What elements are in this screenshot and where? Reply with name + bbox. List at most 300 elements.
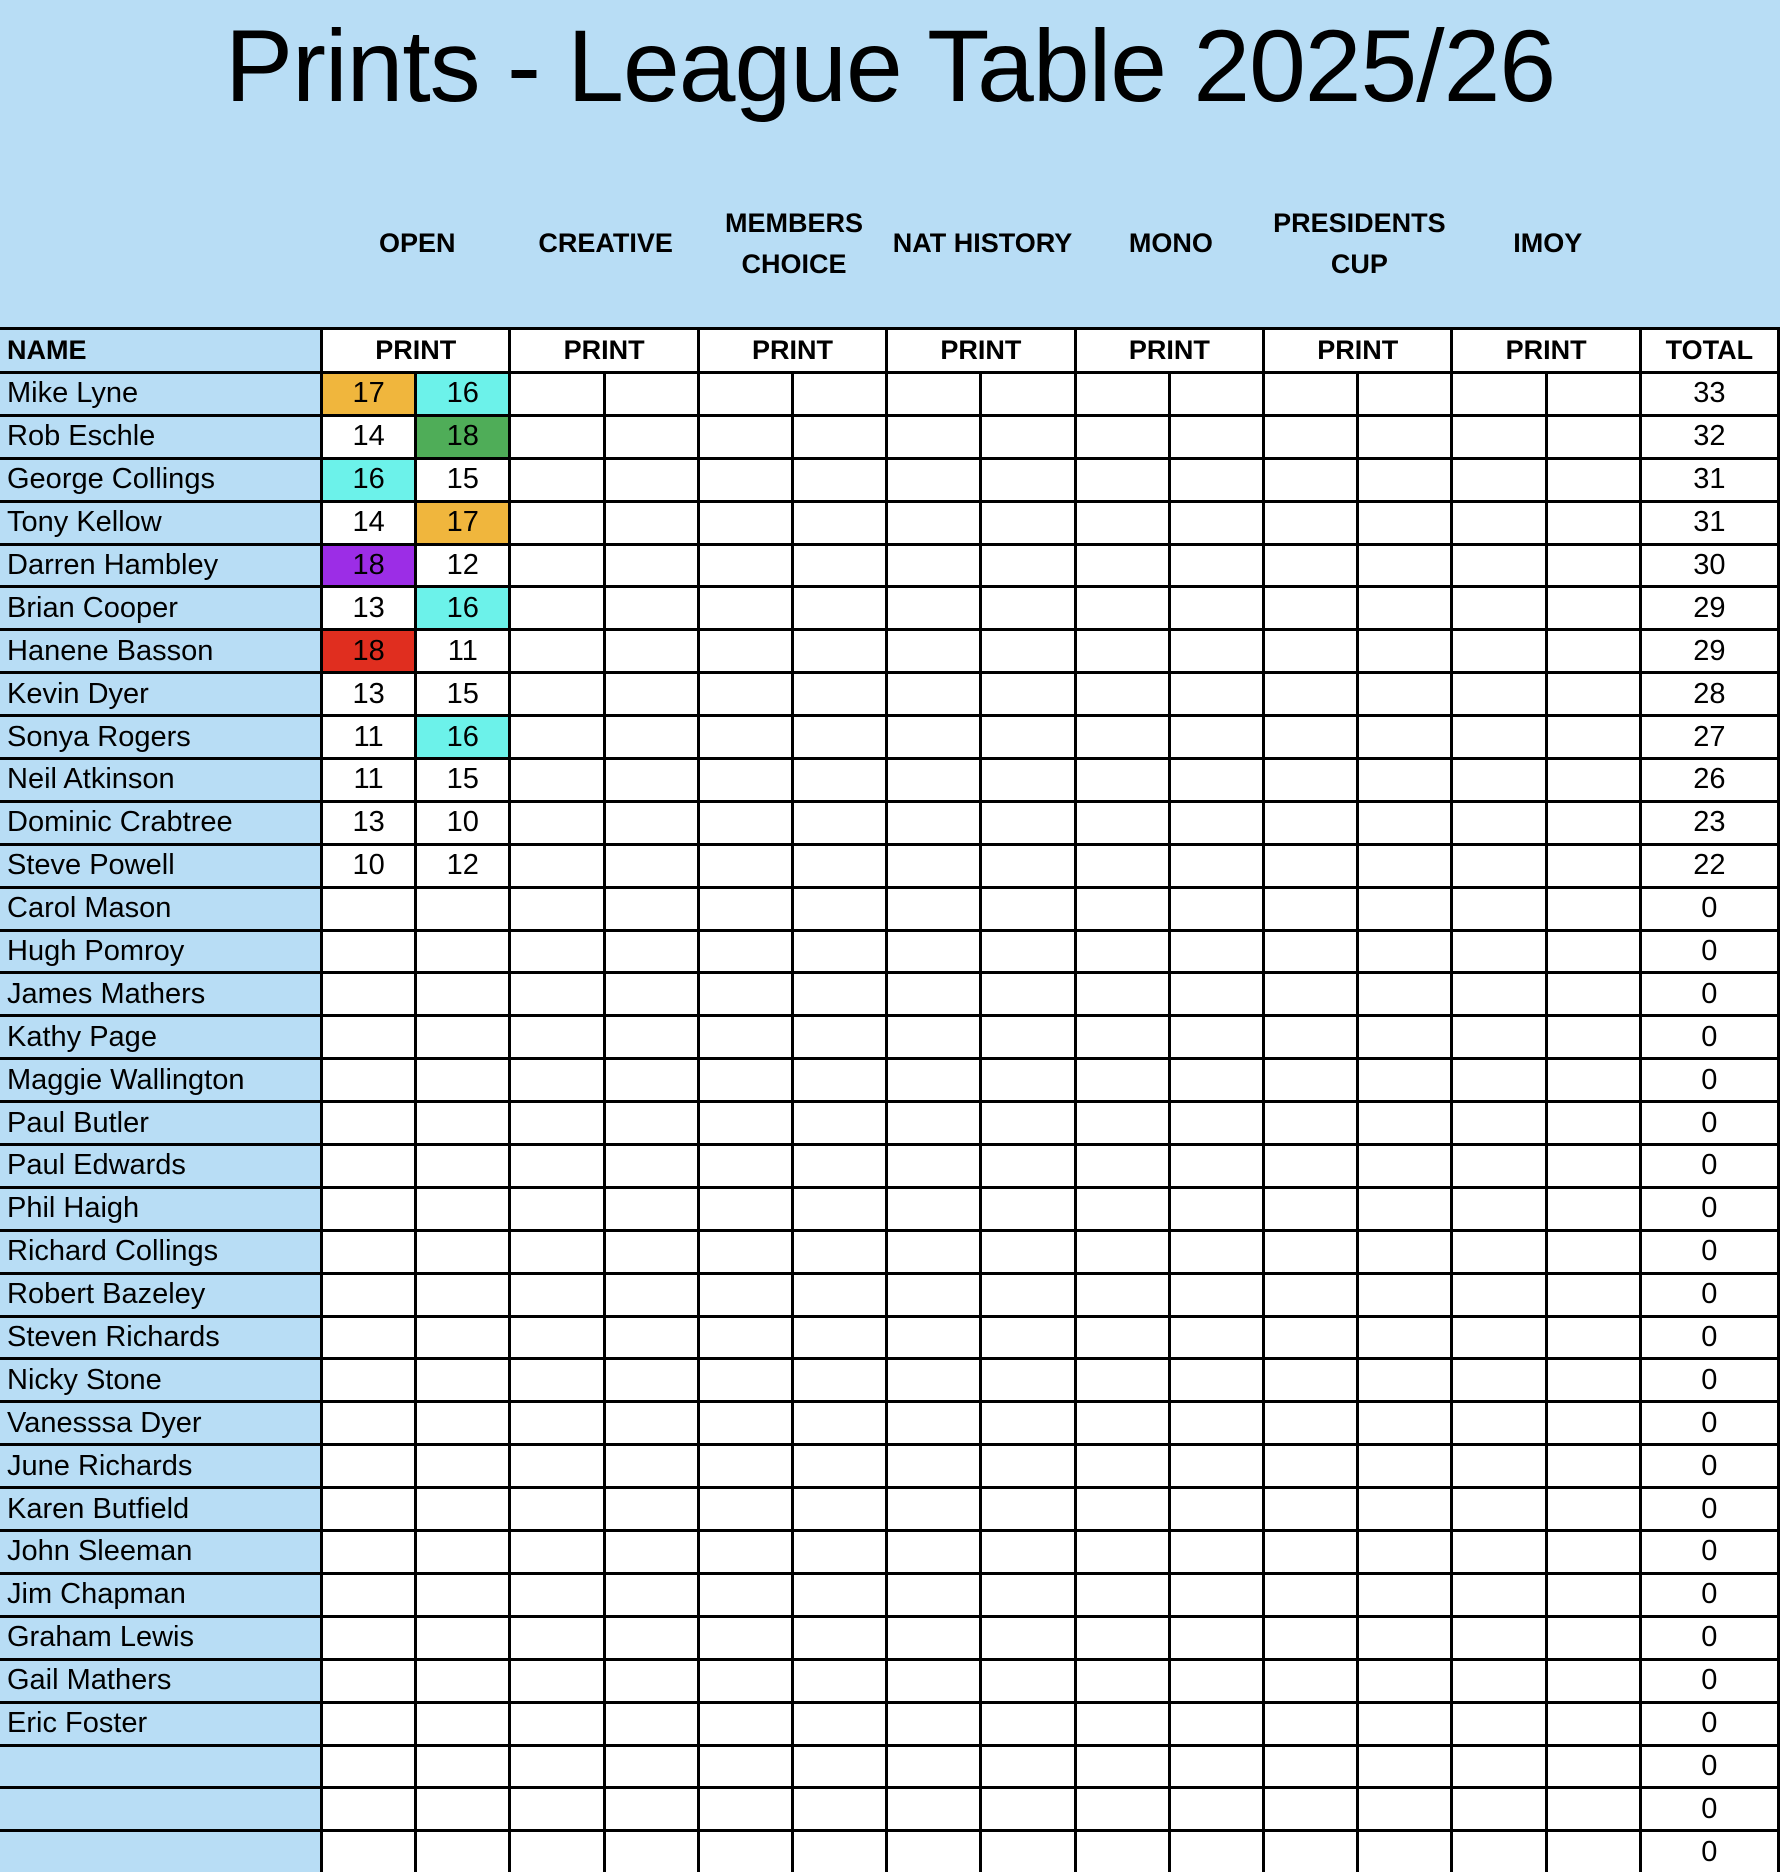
row-name-cell: Richard Collings: [0, 1232, 323, 1275]
row-total-cell: 0: [1642, 1446, 1780, 1489]
row-total-cell: 0: [1642, 1661, 1780, 1704]
print-column-header: PRINT: [1077, 330, 1265, 374]
score-cell: [1359, 503, 1453, 546]
score-cell: [794, 1661, 888, 1704]
score-cell: [700, 1489, 794, 1532]
score-cell: [511, 1446, 605, 1489]
score-cell: [794, 1575, 888, 1618]
row-total-cell: 0: [1642, 1318, 1780, 1361]
score-cell: [606, 1832, 700, 1872]
score-cell: [888, 546, 982, 589]
score-cell: 18: [417, 417, 511, 460]
score-cell: [606, 974, 700, 1017]
score-cell: [511, 1575, 605, 1618]
table-row: [0, 1532, 1780, 1575]
score-cell: [1265, 1532, 1359, 1575]
score-cell: [1548, 1103, 1642, 1146]
category-label-members-choice: MEMBERS CHOICE: [725, 208, 864, 279]
score-cell: [1265, 1489, 1359, 1532]
row-total-cell: 26: [1642, 760, 1780, 803]
score-cell: [1548, 1575, 1642, 1618]
table-row: [0, 1618, 1780, 1661]
score-cell: [1359, 1103, 1453, 1146]
row-total-cell: 0: [1642, 1275, 1780, 1318]
score-cell: [1548, 760, 1642, 803]
score-cell: [1548, 1060, 1642, 1103]
score-cell: 13: [323, 588, 417, 631]
score-cell: [700, 674, 794, 717]
table-row: [0, 1060, 1780, 1103]
score-cell: [982, 1189, 1076, 1232]
score-cell: [323, 1575, 417, 1618]
score-cell: [982, 503, 1076, 546]
row-total-cell: 31: [1642, 503, 1780, 546]
score-cell: [700, 717, 794, 760]
score-cell: [700, 974, 794, 1017]
score-cell: [1359, 803, 1453, 846]
table-row: [0, 546, 1780, 589]
score-cell: [511, 546, 605, 589]
score-cell: [417, 1403, 511, 1446]
score-cell: [794, 1532, 888, 1575]
score-cell: [700, 803, 794, 846]
table-row: [0, 1789, 1780, 1832]
score-cell: [1265, 417, 1359, 460]
score-cell: [1171, 1704, 1265, 1747]
score-cell: [700, 1789, 794, 1832]
row-name-cell: Paul Butler: [0, 1103, 323, 1146]
row-total-cell: 0: [1642, 1403, 1780, 1446]
row-name-cell: Rob Eschle: [0, 417, 323, 460]
score-cell: [606, 846, 700, 889]
score-cell: [888, 1704, 982, 1747]
score-cell: [323, 1060, 417, 1103]
score-cell: [323, 1318, 417, 1361]
score-cell: [1453, 588, 1547, 631]
score-cell: [1453, 1318, 1547, 1361]
score-cell: [1265, 1103, 1359, 1146]
score-cell: [700, 1403, 794, 1446]
score-cell: [794, 889, 888, 932]
score-cell: [1359, 1575, 1453, 1618]
score-cell: [417, 1103, 511, 1146]
score-cell: [794, 1789, 888, 1832]
score-cell: [606, 1532, 700, 1575]
page-title: Prints - League Table 2025/26: [224, 9, 1556, 123]
score-cell: [700, 374, 794, 417]
score-cell: [1171, 546, 1265, 589]
score-cell: [417, 1060, 511, 1103]
row-name-cell: Tony Kellow: [0, 503, 323, 546]
score-cell: [1453, 803, 1547, 846]
score-cell: [1453, 1661, 1547, 1704]
score-cell: [700, 1575, 794, 1618]
row-name-cell: Mike Lyne: [0, 374, 323, 417]
score-cell: [1077, 1789, 1171, 1832]
score-cell: [1265, 1403, 1359, 1446]
score-cell: [1077, 631, 1171, 674]
score-cell: [511, 932, 605, 975]
row-total-cell: 33: [1642, 374, 1780, 417]
score-cell: [1265, 1189, 1359, 1232]
score-cell: [1359, 1189, 1453, 1232]
row-total-cell: 22: [1642, 846, 1780, 889]
score-cell: [794, 1403, 888, 1446]
score-cell: [1077, 1017, 1171, 1060]
row-total-cell: 0: [1642, 1103, 1780, 1146]
score-cell: [511, 803, 605, 846]
score-cell: [1359, 674, 1453, 717]
score-cell: [1171, 889, 1265, 932]
row-total-cell: 0: [1642, 1360, 1780, 1403]
score-cell: [1548, 546, 1642, 589]
row-name-cell: George Collings: [0, 460, 323, 503]
score-cell: [1359, 1275, 1453, 1318]
score-cell: [888, 460, 982, 503]
row-name-cell: Maggie Wallington: [0, 1060, 323, 1103]
score-cell: [606, 460, 700, 503]
score-cell: [1548, 1360, 1642, 1403]
score-cell: [1171, 1532, 1265, 1575]
table-row: [0, 1403, 1780, 1446]
score-cell: [982, 803, 1076, 846]
score-cell: 14: [323, 503, 417, 546]
print-column-header: PRINT: [511, 330, 699, 374]
score-cell: [1077, 1060, 1171, 1103]
score-cell: [1077, 1832, 1171, 1872]
score-cell: [1548, 674, 1642, 717]
score-cell: 10: [417, 803, 511, 846]
score-cell: [1548, 889, 1642, 932]
score-cell: [1548, 631, 1642, 674]
score-cell: [1359, 1060, 1453, 1103]
print-column-header: PRINT: [888, 330, 1076, 374]
score-cell: [323, 1704, 417, 1747]
score-cell: [888, 1575, 982, 1618]
score-cell: [982, 1318, 1076, 1361]
score-cell: [982, 1103, 1076, 1146]
score-cell: [1077, 1618, 1171, 1661]
score-cell: [511, 1017, 605, 1060]
score-cell: [1265, 889, 1359, 932]
score-cell: [1077, 1446, 1171, 1489]
score-cell: [511, 717, 605, 760]
row-total-cell: 0: [1642, 1146, 1780, 1189]
score-cell: [1453, 374, 1547, 417]
row-name-cell: Robert Bazeley: [0, 1275, 323, 1318]
category-header-band: [323, 160, 1642, 327]
score-cell: [1265, 1832, 1359, 1872]
score-cell: [1265, 1575, 1359, 1618]
score-cell: [888, 1275, 982, 1318]
score-cell: 11: [417, 631, 511, 674]
score-cell: [1453, 631, 1547, 674]
score-cell: [1171, 717, 1265, 760]
score-cell: [511, 1146, 605, 1189]
name-column-header: NAME: [0, 330, 323, 374]
score-cell: [1359, 974, 1453, 1017]
row-total-cell: 31: [1642, 460, 1780, 503]
table-body: [0, 374, 1780, 1872]
row-total-cell: 0: [1642, 1017, 1780, 1060]
score-cell: [700, 1017, 794, 1060]
score-cell: [1359, 1446, 1453, 1489]
score-cell: [888, 760, 982, 803]
score-cell: [1077, 1318, 1171, 1361]
score-cell: [1548, 1318, 1642, 1361]
score-cell: [1077, 1575, 1171, 1618]
table-row: [0, 932, 1780, 975]
score-cell: [417, 1360, 511, 1403]
score-cell: [417, 889, 511, 932]
score-cell: [323, 1360, 417, 1403]
row-name-cell: Vanesssa Dyer: [0, 1403, 323, 1446]
score-cell: [1453, 846, 1547, 889]
score-cell: [888, 1360, 982, 1403]
row-name-cell: Darren Hambley: [0, 546, 323, 589]
score-cell: [982, 1275, 1076, 1318]
score-cell: [794, 1318, 888, 1361]
score-cell: [606, 374, 700, 417]
score-cell: [417, 1017, 511, 1060]
table-row: [0, 374, 1780, 417]
score-cell: [888, 1832, 982, 1872]
score-cell: [606, 1747, 700, 1790]
score-cell: 16: [417, 717, 511, 760]
table-row: [0, 1575, 1780, 1618]
score-cell: [1453, 1789, 1547, 1832]
row-name-cell: James Mathers: [0, 974, 323, 1017]
score-cell: [1077, 1360, 1171, 1403]
row-name-cell: Jim Chapman: [0, 1575, 323, 1618]
score-cell: [1265, 374, 1359, 417]
score-cell: [606, 1189, 700, 1232]
score-cell: [1453, 417, 1547, 460]
score-cell: [1171, 1789, 1265, 1832]
score-cell: [1359, 1747, 1453, 1790]
score-cell: [1548, 417, 1642, 460]
score-cell: 11: [323, 717, 417, 760]
score-cell: [982, 1575, 1076, 1618]
score-cell: [511, 1661, 605, 1704]
score-cell: [606, 1575, 700, 1618]
score-cell: [982, 1789, 1076, 1832]
score-cell: [1548, 1832, 1642, 1872]
score-cell: [700, 846, 794, 889]
score-cell: [794, 846, 888, 889]
score-cell: [1077, 374, 1171, 417]
table-row: [0, 631, 1780, 674]
score-cell: [606, 1704, 700, 1747]
score-cell: [888, 1103, 982, 1146]
score-cell: [323, 1618, 417, 1661]
score-cell: [1265, 631, 1359, 674]
row-total-cell: 0: [1642, 974, 1780, 1017]
table-header-row: [0, 330, 1780, 374]
score-cell: [1265, 1060, 1359, 1103]
score-cell: [888, 1618, 982, 1661]
score-cell: [982, 846, 1076, 889]
category-label-creative: CREATIVE: [538, 228, 673, 259]
row-name-cell: John Sleeman: [0, 1532, 323, 1575]
score-cell: [1171, 1747, 1265, 1790]
score-cell: [888, 588, 982, 631]
score-cell: [1453, 460, 1547, 503]
score-cell: [1453, 717, 1547, 760]
score-cell: [794, 1060, 888, 1103]
score-cell: [888, 1747, 982, 1790]
score-cell: [417, 1189, 511, 1232]
score-cell: [511, 1403, 605, 1446]
score-cell: [794, 1103, 888, 1146]
score-cell: [1171, 631, 1265, 674]
score-cell: 18: [323, 546, 417, 589]
row-total-cell: 27: [1642, 717, 1780, 760]
table-row: [0, 1832, 1780, 1872]
score-cell: [888, 1403, 982, 1446]
score-cell: [1077, 717, 1171, 760]
row-total-cell: 32: [1642, 417, 1780, 460]
score-cell: [794, 1017, 888, 1060]
score-cell: [1265, 503, 1359, 546]
score-cell: [323, 1103, 417, 1146]
score-cell: [1077, 846, 1171, 889]
score-cell: [794, 674, 888, 717]
score-cell: [982, 760, 1076, 803]
score-cell: [417, 1532, 511, 1575]
score-cell: [417, 1232, 511, 1275]
score-cell: [700, 417, 794, 460]
score-cell: [794, 1747, 888, 1790]
score-cell: [1548, 1704, 1642, 1747]
score-cell: [323, 1189, 417, 1232]
score-cell: [888, 932, 982, 975]
score-cell: [700, 503, 794, 546]
score-cell: [982, 374, 1076, 417]
score-cell: [1265, 1704, 1359, 1747]
score-cell: [1077, 1661, 1171, 1704]
score-cell: [417, 1275, 511, 1318]
print-column-header: PRINT: [700, 330, 888, 374]
score-cell: [1171, 588, 1265, 631]
score-cell: [982, 889, 1076, 932]
score-cell: [511, 1360, 605, 1403]
score-cell: [794, 460, 888, 503]
score-cell: [511, 588, 605, 631]
score-cell: [323, 1661, 417, 1704]
score-cell: [1453, 1489, 1547, 1532]
score-cell: [1171, 1232, 1265, 1275]
row-total-cell: 0: [1642, 889, 1780, 932]
score-cell: [1548, 1189, 1642, 1232]
score-cell: [1077, 1146, 1171, 1189]
score-cell: [1548, 460, 1642, 503]
score-cell: [794, 1189, 888, 1232]
score-cell: [1548, 1446, 1642, 1489]
score-cell: [888, 1060, 982, 1103]
row-total-cell: 0: [1642, 1189, 1780, 1232]
score-cell: [700, 1060, 794, 1103]
score-cell: [417, 1704, 511, 1747]
table-row: [0, 1103, 1780, 1146]
score-cell: [888, 889, 982, 932]
score-cell: [1359, 1017, 1453, 1060]
category-label-imoy: IMOY: [1513, 228, 1583, 259]
score-cell: [982, 588, 1076, 631]
score-cell: [1548, 1489, 1642, 1532]
score-cell: [511, 1789, 605, 1832]
score-cell: [982, 1489, 1076, 1532]
score-cell: [511, 417, 605, 460]
score-cell: [511, 503, 605, 546]
score-cell: [1265, 1661, 1359, 1704]
score-cell: [1171, 1446, 1265, 1489]
score-cell: [888, 803, 982, 846]
row-name-cell: Hugh Pomroy: [0, 932, 323, 975]
score-cell: [1359, 374, 1453, 417]
table-row: [0, 460, 1780, 503]
score-cell: [700, 1360, 794, 1403]
score-cell: [323, 1489, 417, 1532]
score-cell: 11: [323, 760, 417, 803]
score-cell: [1453, 1360, 1547, 1403]
score-cell: [1453, 1446, 1547, 1489]
score-cell: [1359, 717, 1453, 760]
table-row: [0, 1189, 1780, 1232]
score-cell: [417, 1747, 511, 1790]
score-cell: [1548, 717, 1642, 760]
score-cell: [794, 546, 888, 589]
score-cell: [888, 674, 982, 717]
score-cell: [1359, 932, 1453, 975]
score-cell: [1171, 1832, 1265, 1872]
score-cell: [1453, 674, 1547, 717]
score-cell: [606, 1318, 700, 1361]
score-cell: [982, 460, 1076, 503]
score-cell: [1548, 846, 1642, 889]
score-cell: [323, 889, 417, 932]
score-cell: [888, 974, 982, 1017]
score-cell: 16: [417, 374, 511, 417]
score-cell: [794, 1704, 888, 1747]
score-cell: [1171, 760, 1265, 803]
score-cell: [700, 1146, 794, 1189]
score-cell: [982, 1661, 1076, 1704]
score-cell: 18: [323, 631, 417, 674]
score-cell: [1171, 1489, 1265, 1532]
score-cell: [1453, 889, 1547, 932]
score-cell: [511, 460, 605, 503]
score-cell: [1453, 1704, 1547, 1747]
score-cell: [888, 374, 982, 417]
score-cell: 14: [323, 417, 417, 460]
score-cell: [888, 631, 982, 674]
score-cell: 17: [417, 503, 511, 546]
row-total-cell: 0: [1642, 1747, 1780, 1790]
score-cell: [417, 1618, 511, 1661]
score-cell: [794, 631, 888, 674]
row-name-cell: Sonya Rogers: [0, 717, 323, 760]
score-cell: [511, 1318, 605, 1361]
score-cell: [982, 1403, 1076, 1446]
row-name-cell: Hanene Basson: [0, 631, 323, 674]
score-cell: [1453, 503, 1547, 546]
score-cell: [1265, 932, 1359, 975]
score-cell: [511, 1060, 605, 1103]
score-cell: [1359, 588, 1453, 631]
score-cell: [1453, 760, 1547, 803]
row-total-cell: 29: [1642, 631, 1780, 674]
